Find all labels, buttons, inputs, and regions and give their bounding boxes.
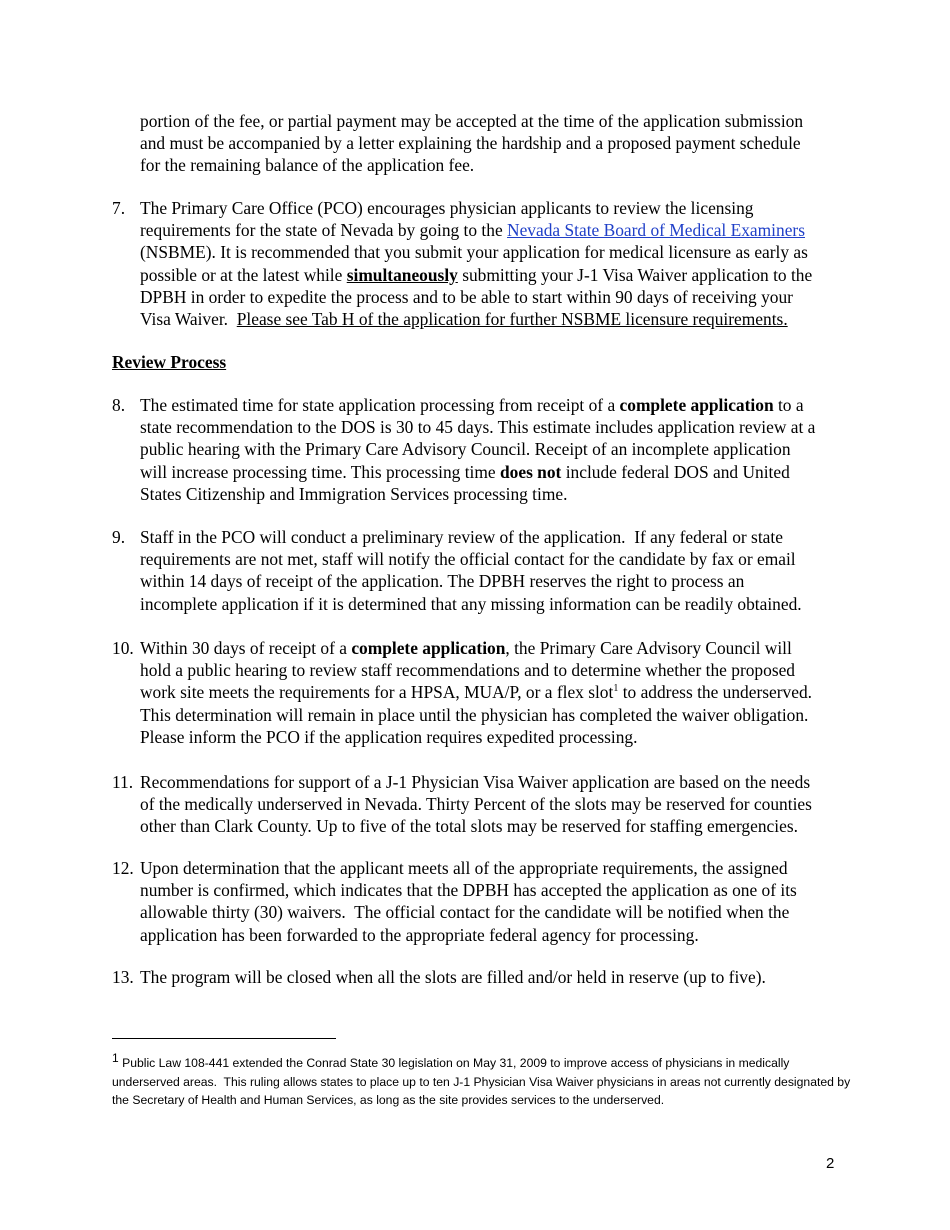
item-text: to a	[773, 395, 804, 415]
item-number: 11.	[112, 772, 134, 792]
item-line: The Primary Care Office (PCO) encourages physician applicants to review the licensing	[140, 198, 754, 218]
item-text: to address the underserved.	[618, 682, 812, 703]
item-text: will increase processing time. This processing time	[140, 461, 500, 482]
underlined-text: Please see Tab H of the application for further NSBME licensure requirements.	[236, 309, 788, 330]
paragraph-line: and must be accompanied by a letter explaining the hardship and a proposed payment schedule	[140, 133, 801, 154]
item-line	[140, 394, 872, 416]
item-text: work site meets the requirements for a HPSA, MUA/P, or a flex slot	[140, 682, 614, 703]
emphasis-text: complete application	[351, 638, 506, 658]
footnote	[112, 1051, 872, 1110]
page-number: 2	[826, 1155, 835, 1172]
item-line: DPBH in order to expedite the process and to be able to start within 90 days of receiving your	[140, 286, 793, 307]
footnote-line: the Secretary of Health and Human Services, as long as the site provides services to the underserved.	[112, 1093, 665, 1107]
item-line	[140, 637, 872, 659]
item-line: application has been forwarded to the appropriate federal agency for processing.	[140, 924, 699, 945]
item-line	[140, 264, 872, 286]
list-item-13	[112, 966, 872, 988]
item-text: Visa Waiver.	[140, 309, 237, 330]
item-line: other than Clark County. Up to five of the total slots may be reserved for staffing emergencies.	[140, 816, 798, 837]
item-line: within 14 days of receipt of the application. The DPBH reserves the right to process an	[140, 571, 745, 592]
list-item-8	[112, 394, 872, 505]
paragraph-line: portion of the fee, or partial payment may be accepted at the time of the application submission	[140, 111, 804, 131]
item-line	[140, 461, 872, 483]
item-number: 8.	[112, 395, 126, 415]
item-number: 9.	[112, 527, 126, 547]
footnote-line: underserved areas. This ruling allows states to place up to ten J-1 Physician Visa Waiver physicians in areas not currently designated by	[112, 1074, 851, 1089]
item-text: The estimated time for state application processing from receipt of a	[140, 395, 620, 415]
item-text: include federal DOS and United	[561, 461, 790, 482]
item-line: number is confirmed, which indicates that the DPBH has accepted the application as one of its	[140, 880, 797, 901]
footnote-reference[interactable]: 1	[613, 683, 619, 695]
footnote-text: Public Law 108-441 extended the Conrad State 30 legislation on May 31, 2009 to improve access of physicians in medically	[118, 1056, 790, 1070]
footnote-line	[112, 1051, 872, 1073]
item-line: The program will be closed when all the slots are filled and/or held in reserve (up to five).	[140, 967, 766, 987]
item-line: States Citizenship and Immigration Services processing time.	[140, 483, 568, 504]
item-line: requirements are not met, staff will notify the official contact for the candidate by fax or email	[140, 549, 796, 570]
emphasis-text: complete application	[619, 395, 774, 415]
item-line	[140, 219, 872, 241]
item-text: Within 30 days of receipt of a	[140, 638, 352, 658]
list-item-11	[112, 771, 872, 838]
item-line: hold a public hearing to review staff recommendations and to determine whether the proposed	[140, 660, 796, 681]
item-line: incomplete application if it is determined that any missing information can be readily obtained.	[140, 593, 802, 614]
item-line	[140, 308, 872, 330]
item-line: Upon determination that the applicant meets all of the appropriate requirements, the assigned	[140, 858, 788, 878]
item-line: public hearing with the Primary Care Advisory Council. Receipt of an incomplete application	[140, 439, 791, 460]
item-line: Staff in the PCO will conduct a preliminary review of the application. If any federal or state	[140, 527, 783, 547]
item-number: 12.	[112, 858, 134, 878]
item-line: state recommendation to the DOS is 30 to 45 days. This estimate includes application review at a	[140, 417, 816, 438]
item-text: submitting your J-1 Visa Waiver application to the	[457, 264, 813, 285]
item-line: allowable thirty (30) waivers. The official contact for the candidate will be notified when the	[140, 902, 790, 923]
nsbme-link[interactable]: Nevada State Board of Medical Examiners	[507, 220, 805, 241]
list-item-7	[112, 197, 872, 330]
footnote-marker: 1	[112, 1051, 119, 1065]
paragraph-line: for the remaining balance of the application fee.	[140, 155, 475, 176]
review-process-heading: Review Process	[112, 352, 227, 372]
item-line	[140, 681, 872, 703]
fee-continuation-paragraph	[140, 110, 870, 177]
list-item-10	[112, 637, 872, 748]
emphasis-text: does not	[499, 461, 562, 482]
item-line: Recommendations for support of a J-1 Physician Visa Waiver application are based on the needs	[140, 772, 811, 792]
item-line: This determination will remain in place until the physician has completed the waiver obligation.	[140, 704, 809, 725]
list-item-12	[112, 857, 872, 946]
emphasis-text: simultaneously	[346, 264, 458, 285]
item-text: possible or at the latest while	[140, 264, 347, 285]
item-number: 13.	[112, 967, 134, 987]
item-line: Please inform the PCO if the application requires expedited processing.	[140, 726, 638, 747]
item-text: requirements for the state of Nevada by going to the	[140, 220, 508, 241]
item-line: (NSBME). It is recommended that you submit your application for medical licensure as early as	[140, 242, 808, 263]
footnote-divider	[112, 1038, 336, 1039]
item-line: of the medically underserved in Nevada. Thirty Percent of the slots may be reserved for counties	[140, 794, 812, 815]
list-item-9	[112, 526, 872, 615]
item-number: 10.	[112, 638, 134, 658]
item-text: , the Primary Care Advisory Council will	[505, 638, 792, 658]
item-number: 7.	[112, 198, 126, 218]
